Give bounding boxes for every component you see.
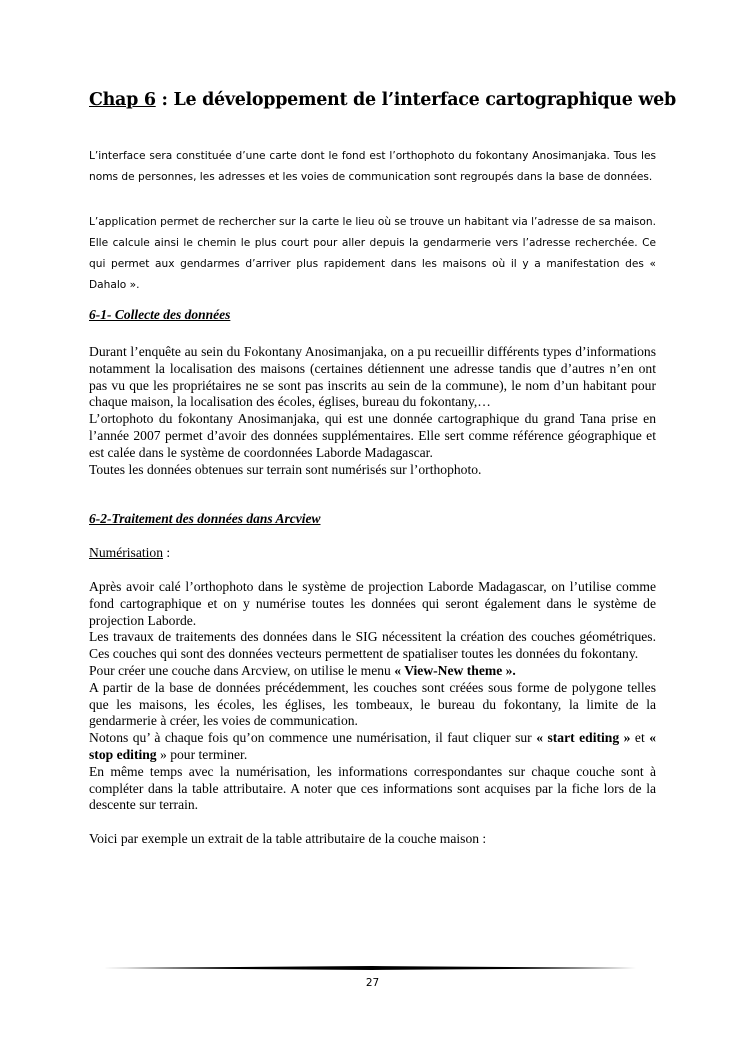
chapter-number: Chap 6: [89, 90, 156, 110]
start-editing-label: « start editing »: [536, 730, 631, 746]
stop-editing-label: « stop editing: [89, 730, 657, 762]
section-6-2-paragraph-7: Voici par exemple un extrait de la table attributaire de la couche maison :: [89, 830, 487, 846]
menu-name: « View-New theme ».: [394, 662, 516, 678]
chapter-title-text: : Le développement de l’interface cartographique web: [155, 90, 676, 110]
subheading-text: Numérisation: [89, 545, 163, 560]
section-6-1-paragraph-2: L’ortophoto du fokontany Anosimanjaka, qui est une donnée cartographique du grand Tana prise en l’année 2007 permet d’avoir des données supplémentaires. Elle sert comme référence géographique et est calée dans le système de coordonnées Laborde Madagascar.: [89, 411, 656, 460]
intro-paragraph-1: [89, 146, 656, 188]
menu-sentence: Pour créer une couche dans Arcview, on utilise le menu: [89, 662, 395, 678]
section-6-1-paragraph-1: Durant l’enquête au sein du Fokontany Anosimanjaka, on a pu recueillir différents types d’informations notamment la localisation des maisons (certaines détiennent une adresse tandis que d’autres n’en ont pas vu que les propriétaires ne se sont pas inscrits au sein de la commune), le nom d’un habitant pour chaque maison, la localisation des écoles, églises, bureau du fokontany,…: [89, 344, 656, 410]
section-6-2-paragraph-4: A partir de la base de données précédemment, les couches sont créées sous forme de polygone telles que les maisons, les écoles, les églises, les tombeaux, le bureau du fokontany, la limite de la gendarmerie à créer, les voies de communication.: [89, 679, 656, 729]
section-6-2-paragraph-1: Après avoir calé l’orthophoto dans le système de projection Laborde Madagascar, on l’utilise comme fond cartographique et on y numérise toutes les données qui seront également dans le système de projection Laborde.: [89, 579, 656, 628]
section-6-2-paragraph-6: En même temps avec la numérisation, les informations correspondantes sur chaque couche sont à compléter dans la table attributaire. A noter que ces informations sont acquises par la fiche lors de la descente sur terrain.: [89, 763, 656, 813]
chapter-title: [89, 90, 676, 110]
section-6-2-paragraph-2: Les travaux de traitements des données dans le SIG nécessitent la création des couches géométriques. Ces couches qui sont des données vecteurs permettent de spatialiser toutes les données du fokontany.: [89, 629, 656, 662]
intro-text-2: L’application permet de rechercher sur la carte le lieu où se trouve un habitant via l’adresse de sa maison. Elle calcule ainsi le chemin le plus court pour aller depuis la gendarmerie vers l’adresse recherchée. Ce qui permet aux gendarmes d’arriver plus rapidement dans les maisons où il y a manifestation des « Dahalo ».: [89, 216, 656, 291]
subheading-colon: :: [163, 545, 171, 560]
footer-rule: [103, 966, 641, 970]
page-number: 27: [365, 977, 380, 989]
subheading-numerisation: [89, 545, 170, 561]
section-6-1-body: [89, 344, 656, 478]
section-heading-6-2: 6-2-Traitement des données dans Arcview: [89, 511, 321, 526]
section-6-2-body: [89, 579, 656, 848]
editing-connector: et: [630, 730, 650, 746]
editing-sentence: Notons qu’ à chaque fois qu’on commence une numérisation, il faut cliquer sur: [89, 730, 537, 746]
section-6-2-paragraph-5: [89, 730, 656, 764]
section-6-1-paragraph-3: Toutes les données obtenues sur terrain sont numérisés sur l’orthophoto.: [89, 461, 482, 477]
section-6-2-paragraph-3: [89, 663, 656, 680]
section-heading-6-1: 6-1- Collecte des données: [89, 307, 231, 322]
editing-end: » pour terminer.: [156, 746, 248, 762]
intro-text-1: L’interface sera constituée d’une carte dont le fond est l’orthophoto du fokontany Anosimanjaka. Tous les noms de personnes, les adresses et les voies de communication sont regroupés dans la base de données.: [89, 150, 656, 183]
intro-paragraph-2: [89, 212, 656, 296]
